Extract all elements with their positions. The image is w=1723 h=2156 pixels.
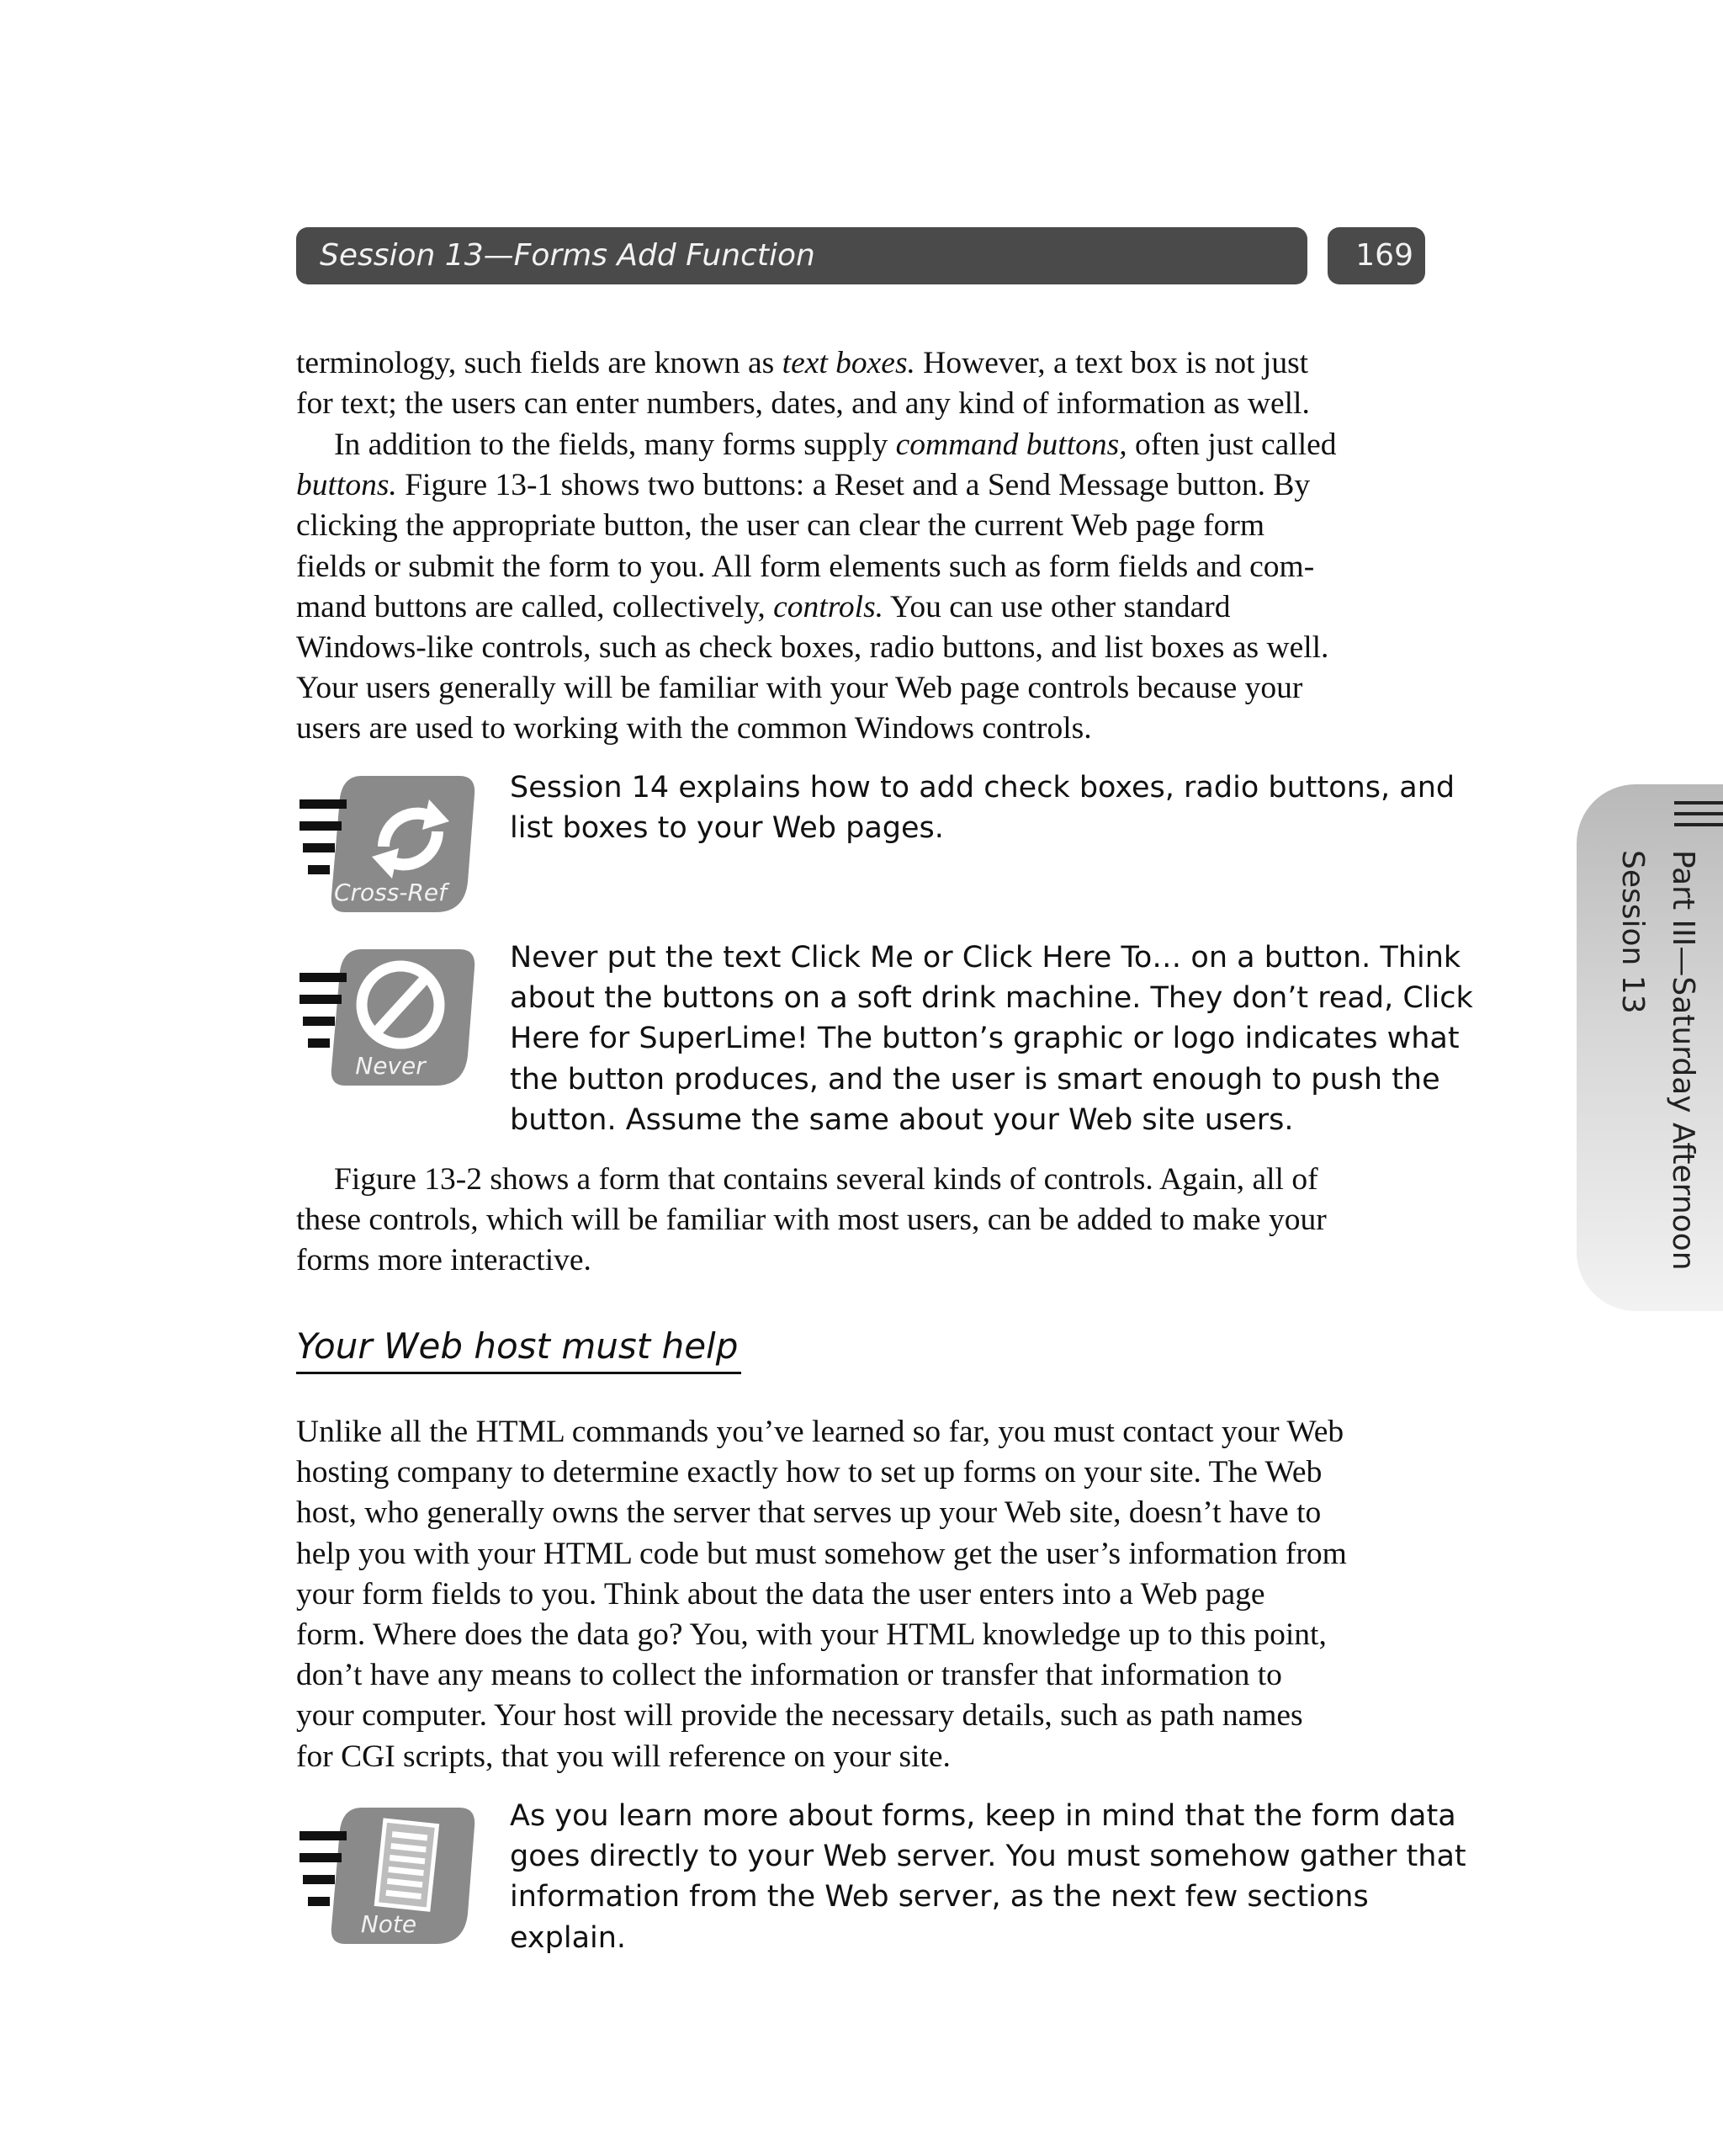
italic-term: command buttons, xyxy=(895,427,1127,462)
text-run: Figure 13-1 shows two buttons: a Reset and a Send Message button. By xyxy=(396,468,1311,503)
page-number: 169 xyxy=(1355,238,1413,273)
text-line: about the buttons on a soft drink machine. They don’t read, Click xyxy=(510,981,1473,1016)
note-label: Note xyxy=(360,1910,417,1938)
text-line: As you learn more about forms, keep in mind that the form data xyxy=(510,1799,1456,1833)
text-line: users are used to working with the common Windows controls. xyxy=(296,711,1092,746)
italic-term: text boxes. xyxy=(782,346,915,380)
text-line: Your users generally will be familiar with your Web page controls because your xyxy=(296,671,1303,706)
text-line xyxy=(296,587,1428,628)
paragraph-continued xyxy=(296,343,1428,424)
text-line xyxy=(296,343,1428,384)
document-icon xyxy=(296,1804,481,1947)
text-line: Windows-like controls, such as check boxes, radio buttons, and list boxes as well. xyxy=(296,630,1329,666)
text-line: Session 14 explains how to add check boxes, radio buttons, and xyxy=(510,771,1455,805)
text-run: However, a text box is not just xyxy=(915,346,1309,380)
text-run: mand buttons are called, collectively, xyxy=(296,589,774,624)
text-line: help you with your HTML code but must somehow get the user’s information from xyxy=(296,1536,1347,1571)
side-tab-session: Session 13 xyxy=(1615,850,1650,1014)
never-text xyxy=(510,937,1473,1140)
text-line: hosting company to determine exactly how to set up forms on your site. The Web xyxy=(296,1455,1323,1490)
running-header-title: Session 13—Forms Add Function xyxy=(320,238,815,273)
side-tab-label xyxy=(1590,850,1708,1288)
text-line: button. Assume the same about your Web site users. xyxy=(510,1102,1294,1137)
text-line: your computer. Your host will provide the necessary details, such as path names xyxy=(296,1698,1303,1734)
text-line: form. Where does the data go? You, with your HTML knowledge up to this point, xyxy=(296,1617,1327,1653)
never-label: Never xyxy=(355,1052,426,1080)
text-line: for text; the users can enter numbers, dates, and any kind of information as well. xyxy=(296,386,1310,422)
italic-term: buttons. xyxy=(296,468,397,503)
note-text xyxy=(510,1796,1466,1958)
paragraph-command-buttons xyxy=(296,425,1428,750)
text-line: list boxes to your Web pages. xyxy=(510,811,944,846)
side-tab-rules xyxy=(1674,801,1723,834)
text-line: goes directly to your Web server. You must somehow gather that xyxy=(510,1840,1466,1874)
text-line: Here for SuperLime! The button’s graphic or logo indicates what xyxy=(510,1022,1460,1056)
text-line xyxy=(296,465,1428,506)
text-line: information from the Web server, as the next few sections xyxy=(510,1880,1369,1914)
text-line: clicking the appropriate button, the user can clear the current Web page form xyxy=(296,508,1265,544)
refresh-arrows-icon xyxy=(296,773,481,916)
text-run: often just called xyxy=(1127,427,1337,462)
text-line: host, who generally owns the server that serves up your Web site, doesn’t have to xyxy=(296,1495,1322,1531)
text-line: for CGI scripts, that you will reference on your site. xyxy=(296,1739,951,1774)
text-line: Unlike all the HTML commands you’ve learned so far, you must contact your Web xyxy=(296,1415,1344,1449)
paragraph-figure-13-2 xyxy=(296,1160,1428,1282)
italic-term: controls. xyxy=(773,589,884,624)
cross-ref-label: Cross-Ref xyxy=(333,879,448,906)
text-line: forms more interactive. xyxy=(296,1243,591,1278)
text-run: You can use other standard xyxy=(883,589,1231,624)
text-line: Figure 13-2 shows a form that contains several kinds of controls. Again, all of xyxy=(334,1162,1318,1197)
text-line: the button produces, and the user is smart enough to push the xyxy=(510,1062,1440,1097)
text-line: your form fields to you. Think about the data the user enters into a Web page xyxy=(296,1576,1265,1612)
never-icon-box xyxy=(296,946,481,1089)
page-number-box xyxy=(1328,227,1425,284)
text-line: fields or submit the form to you. All form elements such as form fields and com- xyxy=(296,549,1315,584)
running-header xyxy=(296,227,1307,284)
paragraph-web-host xyxy=(296,1412,1428,1777)
note-icon-box xyxy=(296,1804,481,1947)
cross-ref-icon xyxy=(296,773,481,916)
section-heading: Your Web host must help xyxy=(296,1323,741,1374)
text-line: don’t have any means to collect the information or transfer that information to xyxy=(296,1658,1282,1693)
cross-ref-text xyxy=(510,767,1455,848)
text-line: these controls, which will be familiar with most users, can be added to make your xyxy=(296,1203,1327,1238)
side-tab-part: Part III—Saturday Afternoon xyxy=(1666,850,1700,1271)
text-line xyxy=(296,425,1428,465)
text-line: explain. xyxy=(510,1920,627,1955)
text-run: In addition to the fields, many forms supply xyxy=(334,427,896,462)
text-line: Never put the text Click Me or Click Here To… on a button. Think xyxy=(510,941,1461,974)
text-run: terminology, such fields are known as xyxy=(296,346,782,380)
prohibited-icon xyxy=(296,946,481,1089)
